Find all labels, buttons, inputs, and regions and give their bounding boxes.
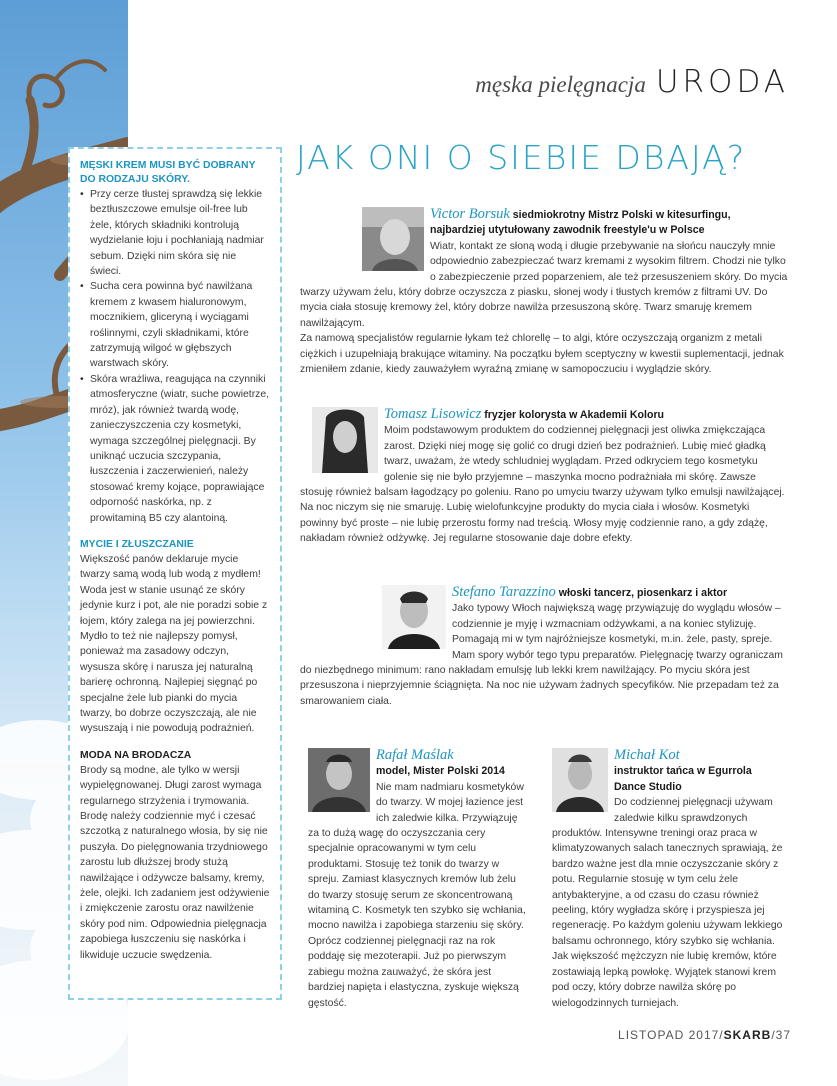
- interview-maslak: [308, 748, 530, 1011]
- person-name: Victor Borsuk: [430, 206, 510, 222]
- interview-text: Jako typowy Włoch największą wagę przywiązuję do wyglądu włosów – codziennie je myję i wzmacniam odżywkami, a na koniec stylizuję. Pomagają mi w tym najróżniejsze kosmetyki, m.in. żele, pasty, spreje. Mam spory wybór tego typu preparatów. Pielęgnację twarzy ograniczam do niezbędnego minimum: rano nakładam emulsję lub lekki krem nawilżający. Po myciu skóra jest przesuszona i nieprzyjemnie ściągnięta. Na noc nie używam żadnych specyfików. Nie przepadam też za smarowaniem ciała.: [300, 603, 783, 707]
- tips-sidebar: [68, 147, 282, 1000]
- issue-date: LISTOPAD 2017/: [618, 1028, 724, 1042]
- portrait-photo: [382, 585, 446, 649]
- page-number: /37: [771, 1028, 791, 1042]
- sidebar-text-beard: Brody są modne, ale tylko w wersji wypielęgnowanej. Długi zarost wymaga regularnego strzyżenia i trymowania. Brodę należy codziennie myć i czesać szczotką z naturalnego włosia, by się nie puszyła. Do pielęgnowania trzydniowego zarostu lub dłuższej brody stużą nawilżające i odżywcze balsamy, kremy, żele, olejki. Ich zadaniem jest odżywienie i zmiękczenie zarostu oraz nawilżenie skóry pod nim. Odpowiednia pielęgnacja zapobiega łuszczeniu się naskórka i likwiduje uczucie swędzenia.: [80, 764, 270, 961]
- section-subtitle: męska pielęgnacja: [475, 72, 646, 97]
- person-role: model, Mister Polski 2014: [376, 765, 505, 778]
- list-item: • Sucha cera powinna być nawilżana kremem z kwasem hialuronowym, mocznikiem, gliceryną i wyciągami roślinnymi, czyli składnikami, które zatrzymują wilgoć w głębszych warstwach skóry.: [80, 279, 270, 371]
- person-name: Michał Kot: [614, 747, 680, 763]
- portrait-photo: [312, 407, 378, 473]
- page-footer: [618, 1028, 791, 1042]
- interview-text: Nie mam nadmiaru kosmetyków do twarzy. W mojej łazience jest ich zaledwie kilka. Przywiązuję za to dużą wagę do oczyszczania cery specjalnie opracowanymi w tym celu produktami. Stosuję też tonik do twarzy w spreju. Zamiast klasycznych kremów lub żelu do twarzy stosuję serum ze skoncentrowaną witaminą C. Kosmetyk ten szybko się wchłania, mocno nawilża i zapobiega starzeniu się skóry. Oprócz codziennej pielęgnacji raz na rok poddaję się mezoterapii. Już po pierwszym zabiegu można zauważyć, że skóra jest bardziej napięta i elastyczna, zyskuje większą gęstość.: [308, 781, 526, 1009]
- skin-type-list: [80, 187, 270, 526]
- person-role: włoski tancerz, piosenkarz i aktor: [558, 587, 728, 599]
- interview-tarazzino: [300, 585, 788, 709]
- person-role: instruktor tańca w Egurrola Dance Studio: [614, 765, 752, 793]
- interview-lisowicz: [300, 407, 788, 547]
- sidebar-title-cream: MĘSKI KREM MUSI BYĆ DOBRANY DO RODZAJU SKÓRY.: [80, 160, 256, 185]
- sidebar-title-beard: MODA NA BRODACZA: [80, 749, 192, 761]
- section-name: URODA: [655, 64, 789, 100]
- list-item: • Skóra wrażliwa, reagująca na czynniki atmosferyczne (wiatr, suche powietrze, mróz), jak również twardą wodę, zanieczyszczenia czy kosmetyki, wymaga szczególnej pielęgnacji. By uniknąć uczucia szczypania, łuszczenia i zaczerwienień, należy stosować kremy kojące, poprawiające odporność naskórka, np. z prowitaminą B5 czy alantoiną.: [80, 372, 270, 526]
- person-role: fryzjer kolorysta w Akademii Koloru: [484, 409, 665, 421]
- sidebar-title-washing: MYCIE I ZŁUSZCZANIE: [80, 538, 194, 550]
- interview-text: Moim podstawowym produktem do codziennej pielęgnacji jest oliwka zmiękczająca zarost. Dzięki niej mogę się golić co drugi dzień bez podrażnień. Lubię mieć gładką twarz, uważam, że wtedy schludniej wyglądam. Przed odkryciem tego kosmetyku golenie się nie było przyjemne – maszynka mocno podrażniała mi skórę. Zawsze stosuję również balsam łagodzący po goleniu. Rano po umyciu twarzy używam tylko emulsji nawilżającej. Na noc niczym się nie smaruję. Lubię wielofunkcyjne produkty do mycia ciała i włosów. Kosmetyki powinny być proste – nie lubię przerostu formy nad treścią. Włosy myję codziennie rano, a gdy zdążę, nakładam również odżywkę. Jej regularne stosowanie daje dobre efekty.: [300, 425, 785, 545]
- list-item: • Przy cerze tłustej sprawdzą się lekkie beztłuszczowe emulsje oil-free lub żele, których składniki kontrolują wydzielanie łoju i pochłaniają nadmiar sebum. Dzięki nim skóra się nie świeci.: [80, 187, 270, 279]
- interview-borsuk: [300, 207, 788, 377]
- portrait-photo: [308, 748, 370, 812]
- portrait-photo: [362, 207, 424, 271]
- person-name: Tomasz Lisowicz: [384, 406, 482, 422]
- interview-text-2: Za namową specjalistów regularnie łykam też chlorellę – to algi, które oczyszczają organizm z metali ciężkich i uzupełniają brakujące witaminy. Na początku byłem sceptyczny w kwestii suplementacji, jednak zmieniłem zdanie, kiedy zauważyłem wyraźną zmianę w samopoczuciu i wyglądzie skóry.: [300, 333, 784, 376]
- person-role: siedmiokrotny Mistrz Polski w kitesurfingu, najbardziej utytułowany zawodnik freestyle'u w Polsce: [430, 209, 731, 237]
- sidebar-text-washing: Większość panów deklaruje mycie twarzy samą wodą lub wodą z mydłem! Woda jest w stanie usunąć ze skóry jedynie kurz i pot, ale nie poradzi sobie z łojem, który zalega na jej powierzchni. Mydło to też nie najlepszy pomysł, ponieważ ma zasadowy odczyn, wysusza skórę i narusza jej naturalną barierę ochronną. Najlepiej sięgnąć po specjalne żele lub pianki do mycia twarzy, bo dobrze oczyszczają, ale nie wysuszają i nie powodują podrażnień.: [80, 553, 268, 735]
- portrait-photo: [552, 748, 608, 812]
- section-header: [475, 64, 789, 100]
- person-name: Rafał Maślak: [376, 747, 454, 763]
- magazine-brand: SKARB: [723, 1028, 772, 1042]
- interview-text: Do codziennej pielęgnacji używam zaledwie kilku sprawdzonych produktów. Intensywne treningi oraz praca w klimatyzowanych salach tanecznych sprawiają, że bardzo ważne jest dla mnie oczyszczanie skóry z potu. Regularnie stosuję w tym celu żele antybakteryjne, a od czasu do czasu również peeling, który wygładza skórę i przyspiesza jej regenerację. Po każdym goleniu używam lekkiego balsamu ochronnego, który szybko się wchłania. Jak większość mężczyzn nie lubię kremów, które zostawiają lepką powłokę. Wyjątek stanowi krem pod oczy, który dobrze nawilża skórę po wielogodzinnych turniejach.: [552, 797, 783, 1009]
- interview-text: Wiatr, kontakt ze słoną wodą i długie przebywanie na słońcu nauczyły mnie odpowiednio zabezpieczać twarz kremami z wysokim filtrem. Chodzi nie tylko o zabezpieczenie przed poparzeniem, ale też przesuszeniem skóry. Do mycia twarzy używam żelu, który dobrze oczyszcza z piasku, słonej wody i tłustych kremów z filtrami UV. Do mycia ciała stosuję kremowy żel, który dobrze nawilża przesuszoną skórę. Twarz smaruję kremem nawilżającym.: [300, 240, 788, 329]
- article-headline: JAK ONI O SIEBIE DBAJĄ?: [296, 138, 747, 177]
- person-name: Stefano Tarazzino: [452, 584, 556, 600]
- interview-kot: [552, 748, 784, 1011]
